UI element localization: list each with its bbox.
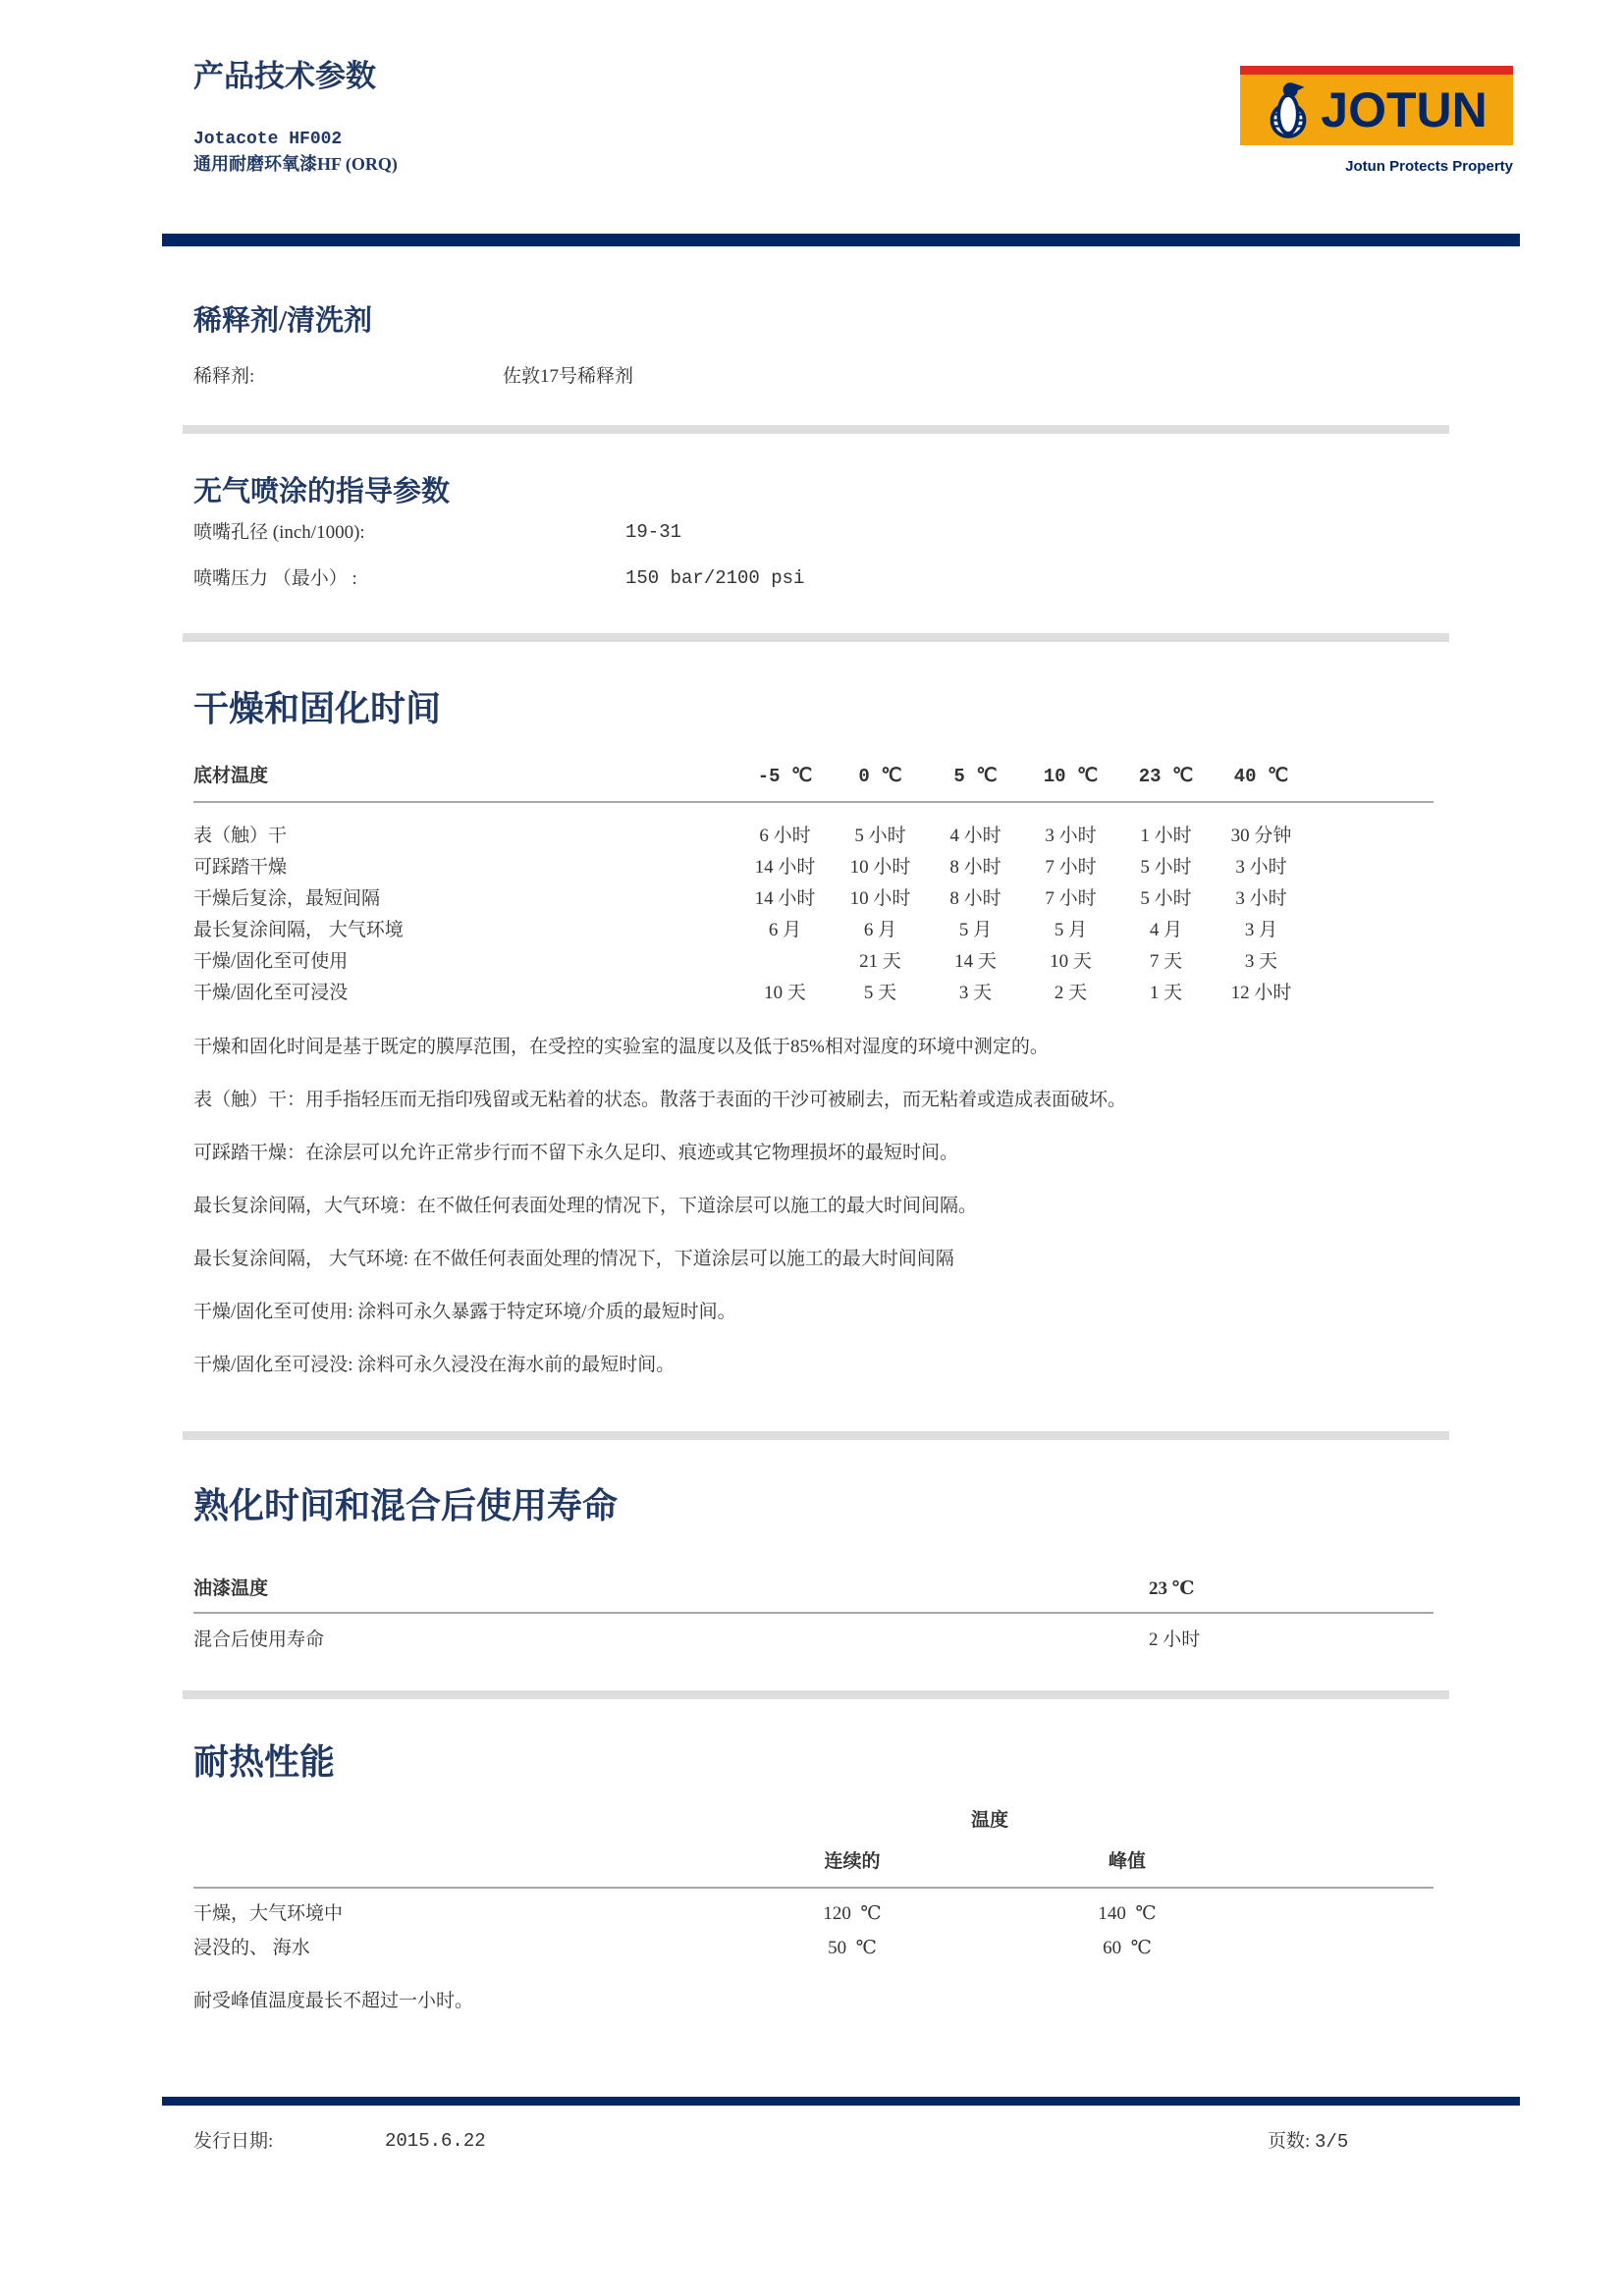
heat-table: [193, 1809, 1434, 1960]
nozzle-pressure-label: 喷嘴压力 （最小） :: [193, 568, 357, 589]
airless-row: [193, 567, 1434, 590]
page-number: [1268, 2130, 1348, 2154]
issue-date-label: 发行日期:: [193, 2131, 274, 2152]
note-line: 干燥/固化至可浸没: 涂料可永久浸没在海水前的最短时间。: [193, 1355, 676, 1375]
airless-rows: [193, 521, 1434, 590]
temp-col-header: 23 ℃: [1138, 766, 1194, 787]
cell: 6 月: [768, 920, 802, 940]
issue-date-value: 2015.6.22: [385, 2130, 486, 2152]
cell: 21 天: [859, 951, 901, 972]
logo-tagline: Jotun Protects Property: [1345, 158, 1513, 175]
temperature-group-header: 温度: [970, 1810, 1008, 1831]
row-label: 干燥，大气环境中: [193, 1903, 344, 1924]
potlife-label: 混合后使用寿命: [193, 1629, 325, 1650]
cell: 4 月: [1149, 920, 1183, 940]
note-line: 干燥/固化至可使用: 涂料可永久暴露于特定环境/介质的最短时间。: [193, 1302, 736, 1322]
cell: 3 小时: [1235, 857, 1287, 878]
cell: 12 小时: [1230, 983, 1292, 1003]
cell: 5 月: [1054, 920, 1088, 940]
note-line: 干燥和固化时间是基于既定的膜厚范围，在受控的实验室的温度以及低于85%相对湿度的环境中测定的。: [193, 1037, 1049, 1057]
page-number-label: 页数:: [1268, 2131, 1311, 2152]
section-heading-thinner: 稀释剂/清洗剂: [193, 305, 373, 337]
product-description: 通用耐磨环氧漆HF (ORQ): [193, 154, 398, 174]
drying-notes: [193, 1037, 1450, 1408]
section-separator: [183, 1690, 1449, 1699]
penguin-globe-icon: [1266, 80, 1311, 139]
drying-table: [193, 764, 1434, 1009]
heat-col-headers: [193, 1850, 1434, 1874]
row-label: 干燥/固化至可使用: [193, 951, 349, 972]
temp-col-header: -5 ℃: [757, 766, 813, 787]
heat-note: 耐受峰值温度最长不超过一小时。: [193, 1991, 474, 2011]
cell: 3 天: [958, 983, 993, 1003]
potlife-value: 2 小时: [1149, 1629, 1201, 1650]
thinner-label: 稀释剂:: [193, 366, 255, 387]
footer: [193, 2130, 1434, 2154]
cell: 14 小时: [754, 888, 816, 909]
cell: 2 天: [1054, 983, 1088, 1003]
cell: 5 小时: [854, 826, 906, 846]
potlife-table: [193, 1576, 1434, 1653]
row-label: 最长复涂间隔， 大气环境: [193, 920, 404, 940]
row-label: 可踩踏干燥: [193, 857, 288, 878]
note-line: 最长复涂间隔，大气环境：在不做任何表面处理的情况下，下道涂层可以施工的最大时间间隔。: [193, 1196, 978, 1216]
temp-col-header: 10 ℃: [1043, 766, 1099, 787]
temp-col-header: 0 ℃: [858, 766, 902, 787]
header: [193, 59, 398, 177]
cell: 8 小时: [949, 888, 1001, 909]
logo-red-stripe: [1240, 66, 1513, 75]
cell: 3 小时: [1235, 888, 1287, 909]
cell: 14 天: [954, 951, 997, 972]
cell: 5 天: [863, 983, 897, 1003]
section-heading-heat: 耐热性能: [193, 1742, 336, 1782]
cell: 1 小时: [1140, 826, 1192, 846]
cell: 7 小时: [1045, 857, 1097, 878]
cell: 4 小时: [949, 826, 1001, 846]
row-label: 干燥后复涂，最短间隔: [193, 888, 381, 909]
cell: 5 月: [958, 920, 993, 940]
cell: 50 ℃: [828, 1938, 877, 1958]
cell: 120 ℃: [823, 1903, 882, 1924]
table-row: [193, 1902, 1434, 1926]
section-heading-potlife: 熟化时间和混合后使用寿命: [193, 1486, 619, 1525]
table-rule: [193, 801, 1434, 803]
table-row: [193, 821, 1434, 852]
cell: 1 天: [1149, 983, 1183, 1003]
airless-row: [193, 521, 1434, 544]
table-row: [193, 852, 1434, 883]
temp-col-header: 40 ℃: [1233, 766, 1289, 787]
footer-divider-bar: [162, 2097, 1520, 2106]
cell: 5 小时: [1140, 888, 1192, 909]
peak-col-header: 峰值: [1108, 1851, 1146, 1872]
table-row: [193, 1937, 1434, 1960]
section-separator: [183, 633, 1449, 642]
continuous-col-header: 连续的: [824, 1851, 881, 1872]
paint-temp-header: 油漆温度: [193, 1578, 269, 1599]
table-row: [193, 883, 1434, 915]
row-label: 浸没的、 海水: [193, 1938, 310, 1958]
table-rule: [193, 1887, 1434, 1889]
cell: 140 ℃: [1098, 1903, 1157, 1924]
nozzle-pressure-value: 150 bar/2100 psi: [625, 567, 805, 589]
table-row: [193, 946, 1434, 978]
table-rule: [193, 1612, 1434, 1614]
substrate-temp-header: 底材温度: [193, 766, 269, 786]
cell: [737, 946, 833, 978]
thinner-row: [193, 365, 1434, 388]
cell: 7 小时: [1045, 888, 1097, 909]
cell: 10 小时: [849, 888, 911, 909]
cell: 7 天: [1149, 951, 1183, 972]
cell: 5 小时: [1140, 857, 1192, 878]
cell: 3 月: [1244, 920, 1278, 940]
cell: 10 天: [764, 983, 806, 1003]
cell: 60 ℃: [1103, 1938, 1152, 1958]
row-label: 干燥/固化至可浸没: [193, 983, 349, 1003]
section-separator: [183, 425, 1449, 434]
note-line: 可踩踏干燥：在涂层可以允许正常步行而不留下永久足印、痕迹或其它物理损坏的最短时间。: [193, 1143, 959, 1163]
cell: 14 小时: [754, 857, 816, 878]
cell: 6 小时: [759, 826, 811, 846]
header-divider-bar: [162, 234, 1520, 246]
note-line: 最长复涂间隔， 大气环境: 在不做任何表面处理的情况下，下道涂层可以施工的最大时间间隔: [193, 1249, 954, 1269]
drying-table-header: [193, 764, 1434, 789]
potlife-header-row: [193, 1576, 1434, 1602]
logo-yellow-box: [1240, 75, 1513, 145]
page-title: 产品技术参数: [193, 59, 376, 93]
product-name: Jotacote HF002: [193, 130, 343, 149]
nozzle-tip-value: 19-31: [625, 521, 682, 543]
cell: 3 天: [1244, 951, 1278, 972]
potlife-row: [193, 1628, 1434, 1653]
section-heading-drying: 干燥和固化时间: [193, 689, 442, 728]
note-line: 表（触）干：用手指轻压而无指印残留或无粘着的状态。散落于表面的干沙可被刷去，而无粘着或造成表面破坏。: [193, 1090, 1127, 1110]
cell: 8 小时: [949, 857, 1001, 878]
section-heading-airless: 无气喷涂的指导参数: [193, 476, 451, 507]
paint-temp-value: 23 ℃: [1149, 1578, 1195, 1599]
section-separator: [183, 1431, 1449, 1440]
temp-col-header: 5 ℃: [953, 766, 998, 787]
table-row: [193, 978, 1434, 1009]
cell: 30 分钟: [1230, 826, 1292, 846]
table-row: [193, 915, 1434, 946]
logo-wordmark: JOTUN: [1321, 82, 1488, 137]
page-number-value: 3/5: [1315, 2131, 1349, 2153]
cell: 3 小时: [1045, 826, 1097, 846]
cell: 6 月: [863, 920, 897, 940]
jotun-logo: [1240, 66, 1513, 175]
row-label: 表（触）干: [193, 826, 288, 846]
cell: 10 天: [1050, 951, 1092, 972]
thinner-value: 佐敦17号稀释剂: [503, 366, 634, 387]
nozzle-tip-label: 喷嘴孔径 (inch/1000):: [193, 522, 365, 543]
cell: 10 小时: [849, 857, 911, 878]
